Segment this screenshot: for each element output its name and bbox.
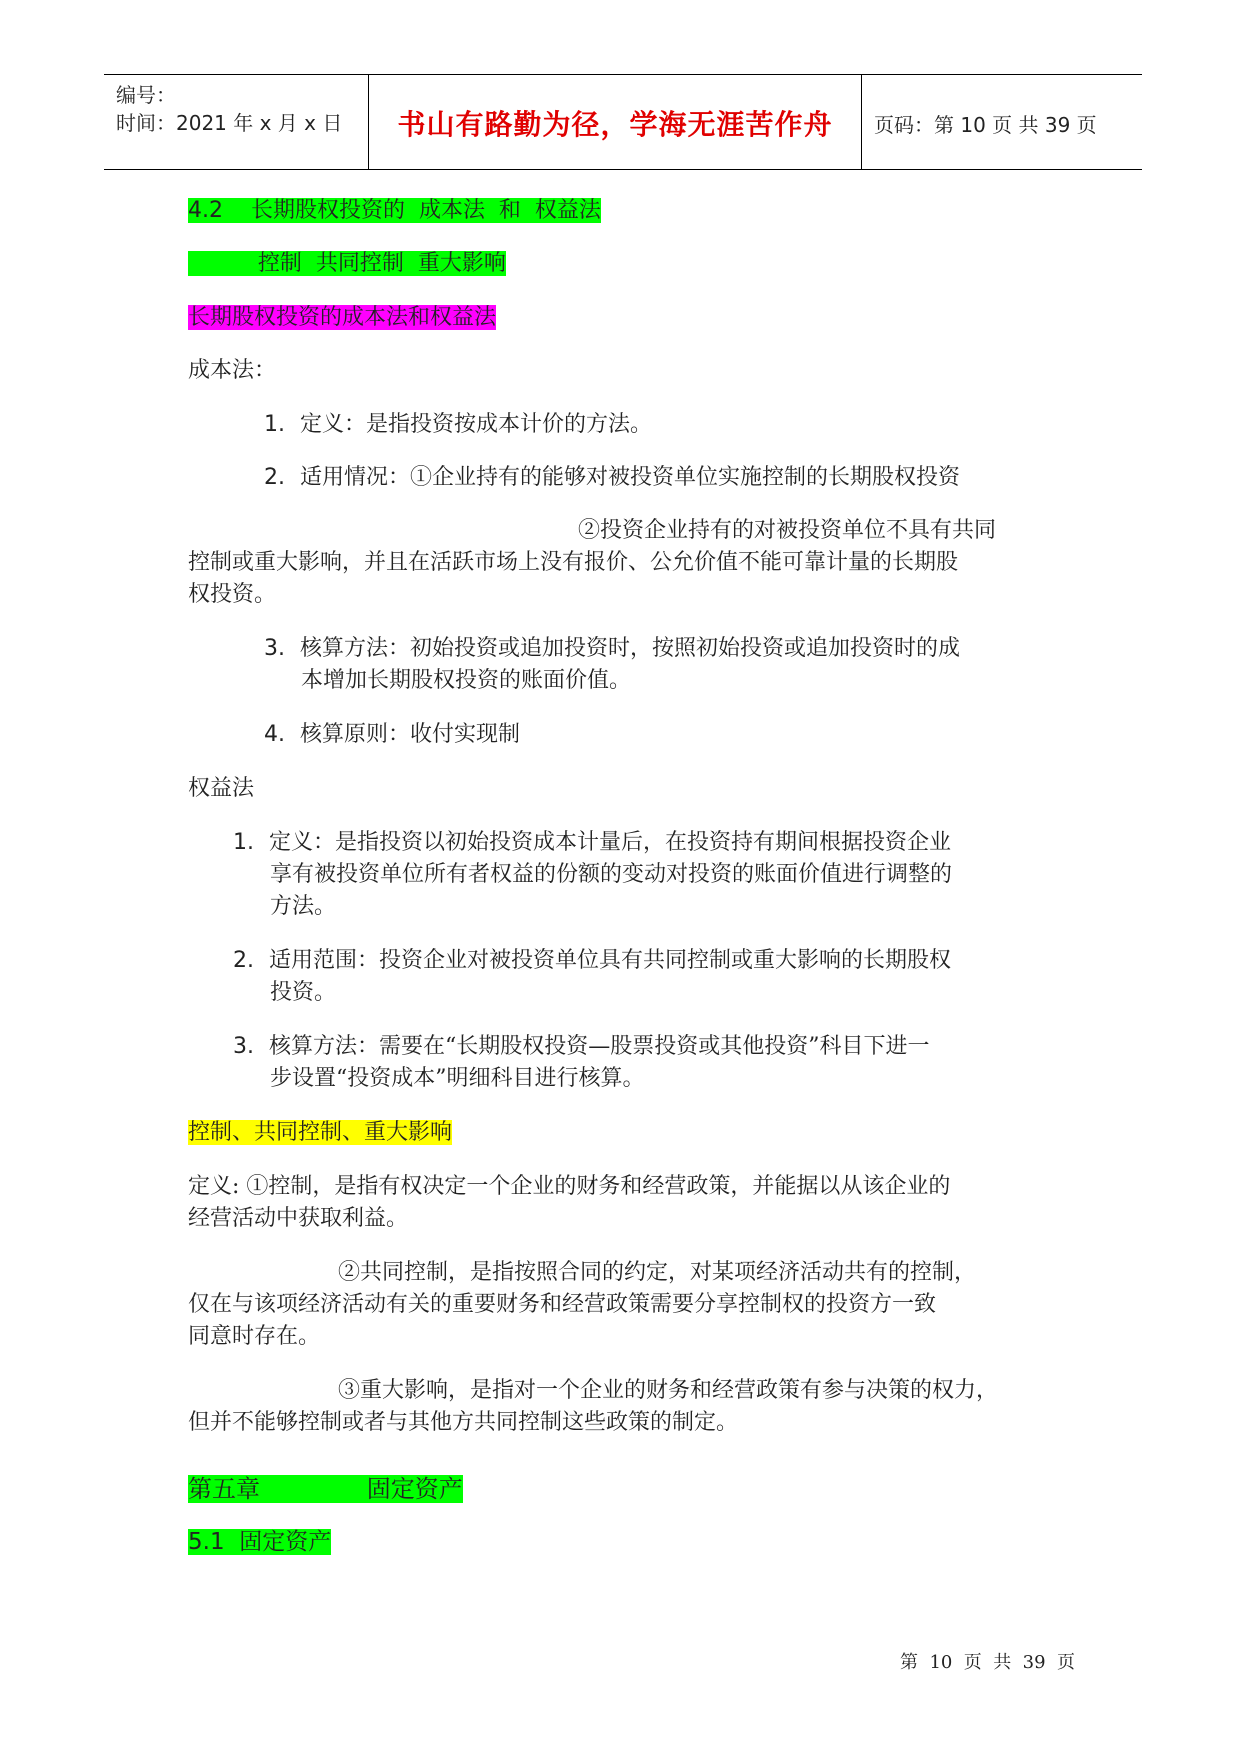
list-number: 2. bbox=[233, 948, 254, 973]
cost-item-2-cont-3: 权投资。 bbox=[188, 582, 277, 607]
subheading-control bbox=[188, 248, 506, 280]
def-influence-line-2: 但并不能够控制或者与其他方共同控制这些政策的制定。 bbox=[188, 1410, 739, 1435]
header-center-cell bbox=[369, 75, 862, 169]
list-number: 2. bbox=[264, 465, 285, 490]
def-joint-control-line-1: ②共同控制，是指按照合同的约定，对某项经济活动共有的控制， bbox=[338, 1260, 977, 1285]
def-control-line-2: 经营活动中获取利益。 bbox=[188, 1206, 409, 1231]
cost-item-2-text: 适用情况：①企业持有的能够对被投资单位实施控制的长期股权投资 bbox=[300, 465, 961, 490]
cost-item-2-cont-2: 控制或重大影响，并且在活跃市场上没有报价、公允价值不能可靠计量的长期股 bbox=[188, 550, 959, 575]
equity-item-2-line-1: 适用范围：投资企业对被投资单位具有共同控制或重大影响的长期股权 bbox=[269, 948, 952, 973]
chapter-5-heading bbox=[188, 1471, 463, 1507]
list-number: 3. bbox=[233, 1034, 254, 1059]
cost-item-1-text: 定义：是指投资按成本计价的方法。 bbox=[300, 412, 653, 437]
equity-item-3-line-1: 核算方法：需要在“长期股权投资—股票投资或其他投资”科目下进一 bbox=[269, 1034, 930, 1059]
equity-item-1-line-2: 享有被投资单位所有者权益的份额的变动对投资的账面价值进行调整的 bbox=[270, 862, 953, 887]
def-control-line-1: 定义: ①控制，是指有权决定一个企业的财务和经营政策，并能据以从该企业的 bbox=[188, 1174, 951, 1199]
cost-item-3 bbox=[264, 633, 960, 665]
equity-item-1-line-1: 定义：是指投资以初始投资成本计量后，在投资持有期间根据投资企业 bbox=[269, 830, 952, 855]
heading-4-2-text: 4.2 长期股权投资的 成本法 和 权益法 bbox=[188, 198, 601, 223]
def-influence-line-1: ③重大影响，是指对一个企业的财务和经营政策有参与决策的权力， bbox=[338, 1378, 999, 1403]
header-page-label: 页码：第 10 页 共 39 页 bbox=[874, 113, 1097, 137]
yellow-heading-text: 控制、共同控制、重大影响 bbox=[188, 1120, 453, 1145]
header-motto: 书山有路勤为径，学海无涯苦作舟 bbox=[397, 108, 833, 141]
def-joint-control-line-3: 同意时存在。 bbox=[188, 1324, 321, 1349]
magenta-title-text: 长期股权投资的成本法和权益法 bbox=[188, 305, 497, 330]
cost-item-4-text: 核算原则：收付实现制 bbox=[300, 722, 521, 747]
cost-item-2-cont-1: ②投资企业持有的对被投资单位不具有共同 bbox=[578, 518, 997, 543]
equity-item-2 bbox=[233, 945, 951, 977]
page-header bbox=[104, 74, 1142, 170]
equity-item-2-line-2: 投资。 bbox=[270, 980, 337, 1005]
header-right-cell bbox=[862, 75, 1142, 169]
chapter-5-heading-text: 第五章 固定资产 bbox=[188, 1475, 463, 1503]
magenta-title bbox=[188, 302, 496, 334]
document-time-label: 时间：2021 年 x 月 x 日 bbox=[116, 111, 343, 135]
cost-item-3-line-2: 本增加长期股权投资的账面价值。 bbox=[301, 668, 632, 693]
cost-item-1 bbox=[264, 409, 652, 441]
cost-item-2 bbox=[264, 462, 960, 494]
equity-item-1 bbox=[233, 827, 951, 859]
yellow-heading bbox=[188, 1117, 452, 1149]
list-number: 4. bbox=[264, 722, 285, 747]
list-number: 1. bbox=[264, 412, 285, 437]
equity-method-label: 权益法 bbox=[188, 776, 255, 801]
list-number: 3. bbox=[264, 636, 285, 661]
cost-item-3-line-1: 核算方法：初始投资或追加投资时，按照初始投资或追加投资时的成 bbox=[300, 636, 961, 661]
def-joint-control-line-2: 仅在与该项经济活动有关的重要财务和经营政策需要分享控制权的投资方一致 bbox=[188, 1292, 937, 1317]
cost-item-4 bbox=[264, 719, 520, 751]
page-footer: 第 10 页 共 39 页 bbox=[900, 1652, 1076, 1673]
equity-item-3-line-2: 步设置“投资成本”明细科目进行核算。 bbox=[270, 1066, 645, 1091]
heading-5-1 bbox=[188, 1526, 331, 1558]
document-number-label: 编号： bbox=[116, 83, 176, 107]
equity-item-3 bbox=[233, 1031, 930, 1063]
heading-4-2 bbox=[188, 195, 601, 227]
list-number: 1. bbox=[233, 830, 254, 855]
equity-item-1-line-3: 方法。 bbox=[270, 894, 337, 919]
cost-method-label: 成本法： bbox=[188, 358, 277, 383]
subheading-control-text: 控制 共同控制 重大影响 bbox=[188, 251, 506, 276]
heading-5-1-text: 5.1 固定资产 bbox=[188, 1529, 332, 1555]
header-left-cell bbox=[104, 75, 369, 169]
